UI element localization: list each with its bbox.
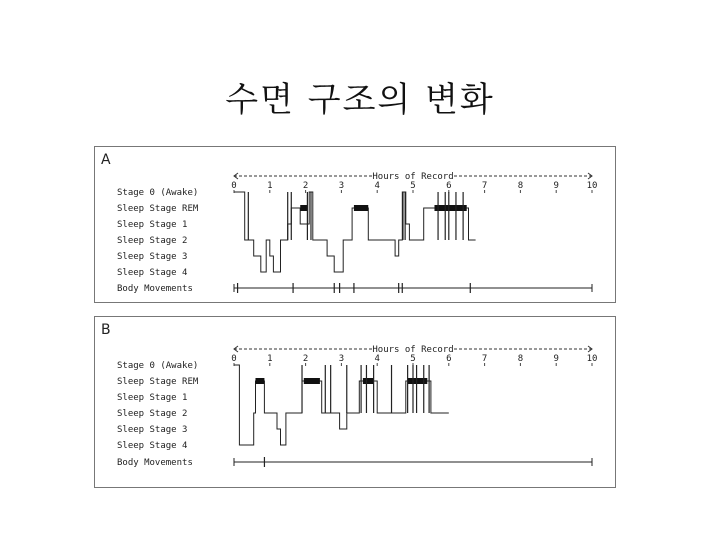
chart-0-stage-label: Sleep Stage REM [117,204,199,214]
chart-1-tick-label: 7 [481,354,488,364]
chart-0-tick-label: 9 [553,181,559,191]
hypnogram-chart-a [95,147,615,302]
hypnogram-chart-b [95,317,615,487]
chart-0-stage-label: Stage 0 (Awake) [117,188,199,198]
chart-0-tick-label: 0 [231,181,237,191]
hypnogram-panel-b [94,316,616,488]
slide-title: 수면 구조의 변화 [225,80,495,120]
chart-0-tick-label: 10 [586,181,598,191]
chart-1-stage-label: Sleep Stage 1 [117,393,188,403]
chart-1-stage-label: Stage 0 (Awake) [117,361,199,371]
chart-1-tick-label: 10 [586,354,598,364]
chart-0-tick-label: 1 [267,181,273,191]
chart-1-stage-label: Sleep Stage 2 [117,409,188,419]
chart-1-tick-label: 8 [517,354,524,364]
chart-1-panel-label: B [101,322,111,338]
chart-1-rem-bar [408,378,428,384]
chart-0-stage-label: Sleep Stage 2 [117,236,188,246]
chart-0-tick-label: 3 [338,181,345,191]
chart-0-tick-label: 5 [410,181,416,191]
chart-0-rem-bar [300,205,307,211]
chart-1-rem-bar [363,378,374,384]
chart-1-tick-label: 0 [231,354,237,364]
chart-1-movement-label: Body Movements [117,458,193,468]
chart-0-stage-label: Sleep Stage 4 [117,268,188,278]
chart-1-tick-label: 9 [553,354,559,364]
chart-0-tick-label: 2 [302,181,309,191]
chart-1-tick-label: 1 [267,354,273,364]
chart-1-tick-label: 4 [374,354,380,364]
chart-1-stage-label: Sleep Stage 4 [117,441,188,451]
chart-1-tick-label: 3 [338,354,345,364]
chart-0-panel-label: A [101,152,111,168]
chart-0-tick-label: 4 [374,181,380,191]
chart-0-tick-label: 7 [481,181,488,191]
chart-0-axis-title: Hours of Record [372,172,454,182]
chart-0-tick-label: 8 [517,181,524,191]
chart-0-hypnogram-line [234,192,476,272]
chart-1-rem-bar [304,378,320,384]
chart-1-stage-label: Sleep Stage REM [117,377,199,387]
chart-1-rem-bar [255,378,264,384]
chart-0-tick-label: 6 [446,181,452,191]
chart-1-stage-label: Sleep Stage 3 [117,425,188,435]
chart-1-tick-label: 2 [302,354,309,364]
chart-0-rem-bar [434,205,466,211]
chart-0-stage-label: Sleep Stage 1 [117,220,188,230]
chart-0-movement-label: Body Movements [117,284,193,294]
chart-1-tick-label: 6 [446,354,452,364]
hypnogram-panel-a [94,146,616,303]
chart-1-tick-label: 5 [410,354,416,364]
chart-0-rem-bar [354,205,368,211]
chart-0-stage-label: Sleep Stage 3 [117,252,188,262]
chart-1-axis-title: Hours of Record [372,345,454,355]
